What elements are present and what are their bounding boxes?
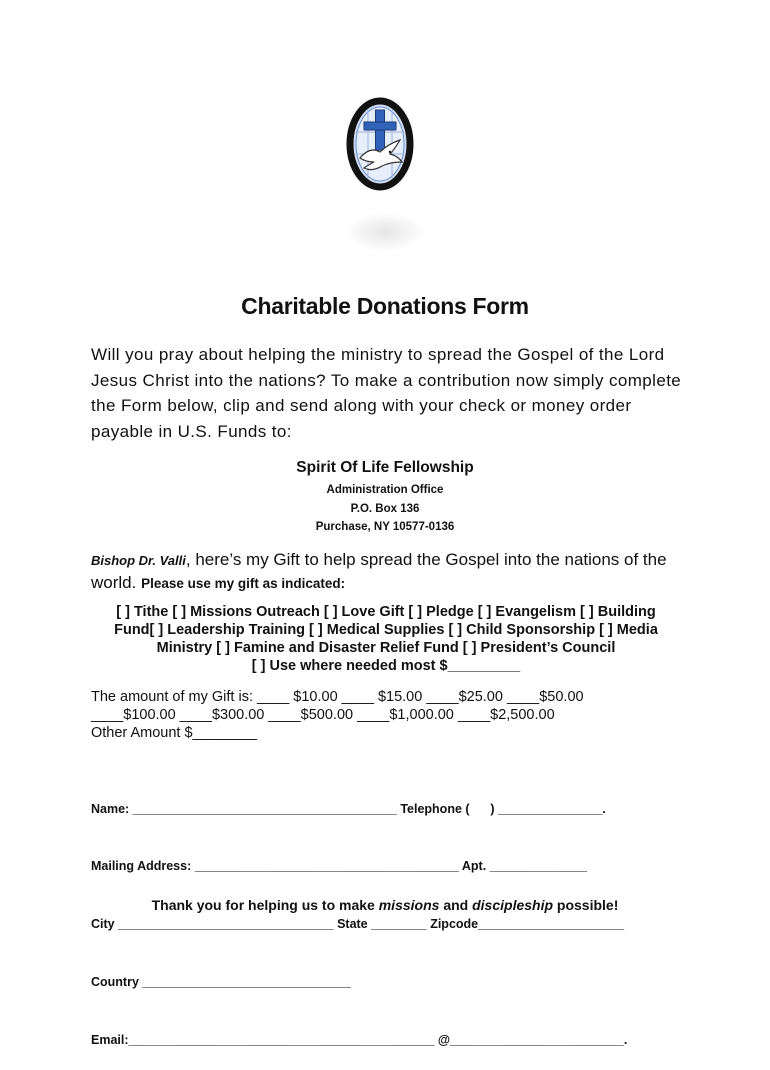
country-field[interactable]: Country ______________________________ — [91, 975, 351, 990]
thanks-after: possible! — [553, 897, 619, 913]
intro-paragraph: Will you pray about helping the ministry to spread the Gospel of the Lord Jesus Christ into the nations? To make a contribution now simply complete the Form below, clip and send along with your check or money order payable in U.S. Funds to: — [91, 345, 682, 441]
choice-line[interactable]: [ ] Tithe [ ] Missions Outreach [ ] Love Gift [ ] Pledge [ ] Evangelism [ ] Building — [116, 604, 656, 620]
logo — [340, 92, 420, 202]
organization-name: Spirit Of Life Fellowship — [296, 459, 474, 476]
amount-line[interactable]: The amount of my Gift is: ____ $10.00 ____ $15.00 ____$25.00 ____$50.00 — [91, 689, 584, 705]
thanks-before: Thank you for helping us to make — [151, 897, 379, 913]
address-office: Administration Office — [326, 484, 444, 496]
mailing-address-field[interactable]: Mailing Address: ______________________________________ Apt. ______________ — [91, 859, 587, 874]
thanks-discipleship: discipleship — [472, 897, 554, 913]
thanks-middle: and — [439, 897, 473, 913]
choice-line[interactable]: [ ] Use where needed most $_________ — [251, 658, 521, 674]
addressee: Bishop Dr. Valli — [91, 553, 186, 568]
choice-line[interactable]: Fund[ ] Leadership Training [ ] Medical Supplies [ ] Child Sponsorship [ ] Media — [114, 622, 658, 638]
email-field[interactable]: Email:____________________________________________ @_________________________. — [91, 1033, 628, 1048]
thank-you-note — [0, 897, 770, 913]
logo-shadow — [345, 212, 425, 252]
address-box: P.O. Box 136 — [350, 503, 420, 515]
gift-amounts — [91, 688, 691, 742]
cross-dove-stained-glass-icon — [340, 92, 420, 202]
gift-instruction: Please use my gift as indicated: — [141, 576, 346, 591]
thanks-missions: missions — [378, 897, 440, 913]
other-amount[interactable]: Other Amount $________ — [91, 725, 258, 741]
address-city: Purchase, NY 10577-0136 — [315, 521, 455, 533]
city-state-zip-field[interactable]: City _______________________________ State ________ Zipcode_____________________ — [91, 917, 625, 932]
gift-intro-text: , here’s my Gift to help spread the Gospel into the nations of the world. — [91, 550, 667, 592]
gift-intro — [91, 549, 691, 595]
gift-choices — [91, 603, 681, 675]
amount-line[interactable]: ____$100.00 ____$300.00 ____$500.00 ____$1,000.00 ____$2,500.00 — [91, 707, 555, 723]
contact-fields — [91, 761, 691, 1070]
name-telephone-field[interactable]: Name: ______________________________________ Telephone ( ) _______________. — [91, 801, 606, 816]
page-title: Charitable Donations Form — [241, 293, 529, 319]
choice-line[interactable]: Ministry [ ] Famine and Disaster Relief Fund [ ] President’s Council — [156, 640, 616, 656]
